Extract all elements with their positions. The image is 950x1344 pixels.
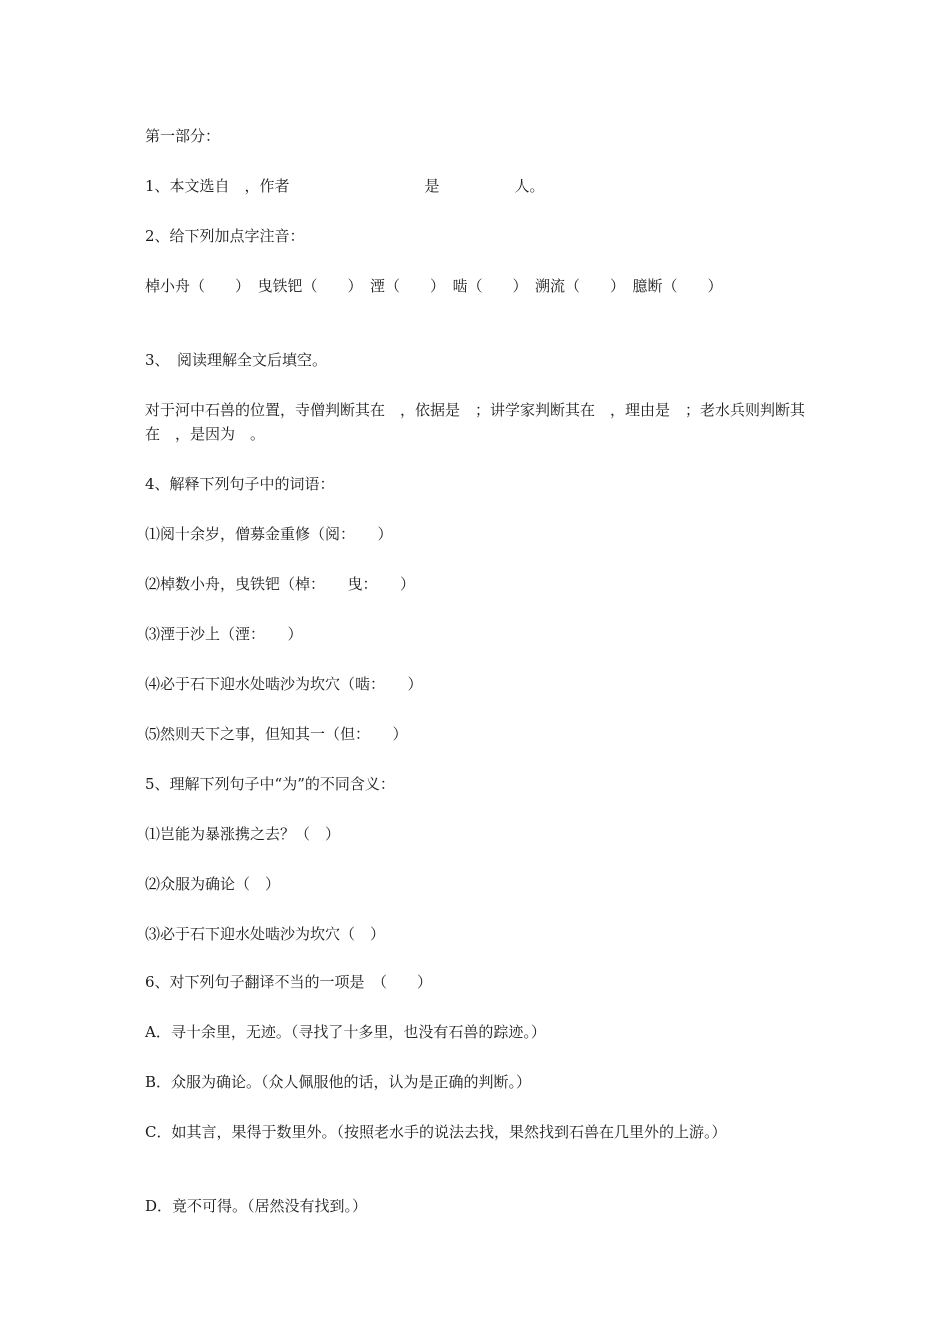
question-6-prompt: 6、对下列句子翻译不当的一项是 （ ） [145,973,433,991]
section-heading: 第一部分： [145,127,221,145]
question-5-item-2: ⑵众服为确论（ ） [145,875,281,893]
question-4-item-2: ⑵棹数小舟，曳铁钯（棹： 曳： ） [145,575,416,593]
question-5-prompt: 5、理解下列句子中“为”的不同含义： [145,775,395,793]
question-4-item-3: ⑶湮于沙上（湮： ） [145,625,303,643]
question-4-item-4: ⑷必于石下迎水处啮沙为坎穴（啮： ） [145,675,423,693]
question-4-item-1: ⑴阅十余岁，僧募金重修（阅： ） [145,525,393,543]
question-4-item-5: ⑸然则天下之事，但知其一（但： ） [145,725,408,743]
question-6-option-d: D．竟不可得。（居然没有找到。） [145,1197,368,1215]
question-4-prompt: 4、解释下列句子中的词语： [145,475,335,493]
question-2-items: 棹小舟（ ） 曳铁钯（ ） 湮（ ） 啮（ ） 溯流（ ） 臆断（ ） [145,277,723,295]
question-5-item-1: ⑴岂能为暴涨携之去？（ ） [145,825,341,843]
question-6-option-a: A．寻十余里，无迹。（寻找了十多里，也没有石兽的踪迹。） [145,1023,546,1041]
question-6-option-b: B．众服为确论。（众人佩服他的话，认为是正确的判断。） [145,1073,532,1091]
question-6-option-c: C．如其言，果得于数里外。（按照老水手的说法去找，果然找到石兽在几里外的上游。） [145,1123,727,1141]
question-3-prompt: 3、 阅读理解全文后填空。 [145,351,328,369]
question-3-body: 对于河中石兽的位置，寺僧判断其在 ，依据是 ；讲学家判断其在 ，理由是 ；老水兵则判断其在 ，是因为 。 [145,401,806,443]
question-2-prompt: 2、给下列加点字注音： [145,227,305,245]
question-1: 1、本文选自 ，作者 是 人。 [145,177,545,195]
question-5-item-3: ⑶必于石下迎水处啮沙为坎穴（ ） [145,925,386,943]
